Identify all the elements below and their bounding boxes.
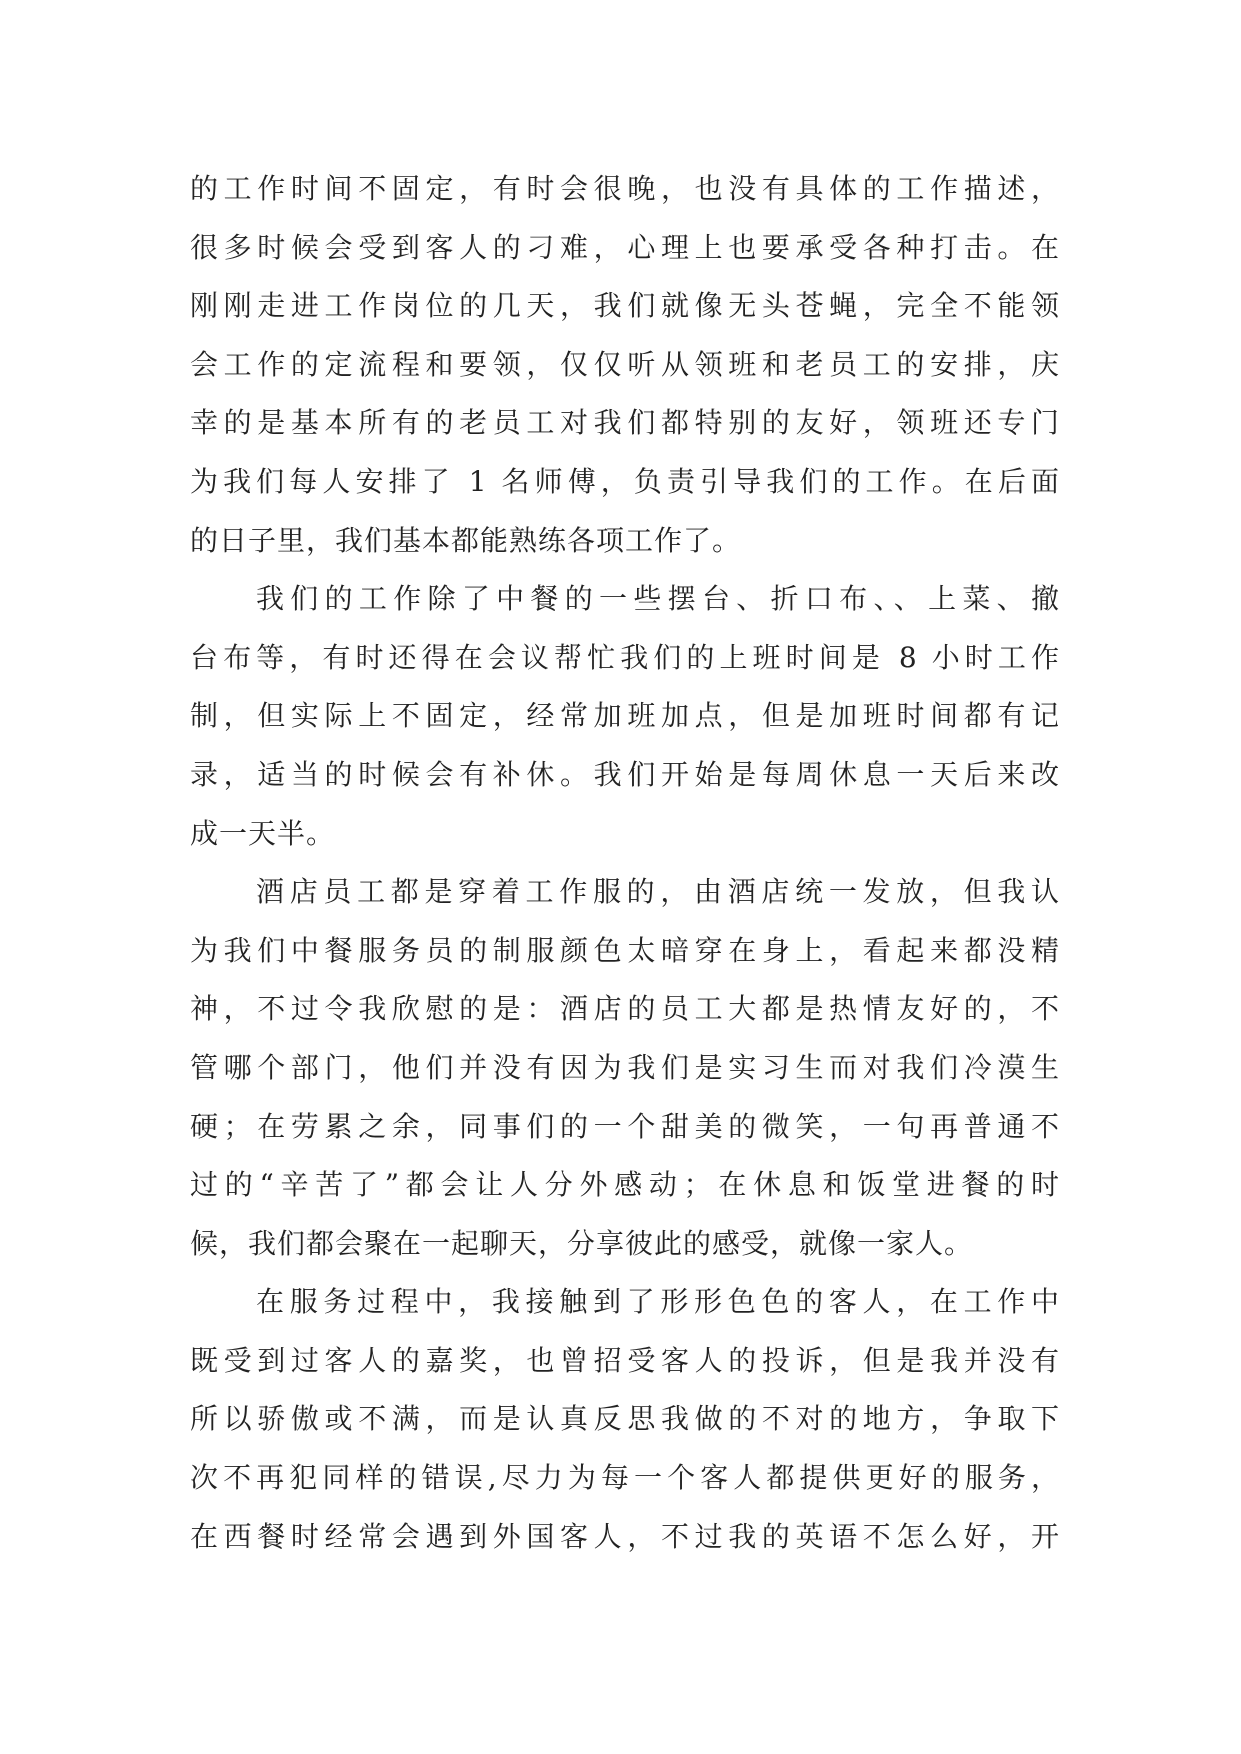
- text-line: 录，适当的时候会有补休。我们开始是每周休息一天后来改: [190, 757, 1060, 791]
- body-text: [190, 160, 1060, 1566]
- paragraph-first-line: 在服务过程中，我接触到了形形色色的客人，在工作中: [256, 1285, 1060, 1319]
- text-line: 幸的是基本所有的老员工对我们都特别的友好，领班还专门: [190, 406, 1060, 440]
- text-line: 很多时候会受到客人的刁难，心理上也要承受各种打击。在: [190, 230, 1060, 264]
- text-line: 会工作的定流程和要领，仅仅听从领班和老员工的安排，庆: [190, 347, 1060, 381]
- text-line: 硬；在劳累之余，同事们的一个甜美的微笑，一句再普通不: [190, 1109, 1060, 1143]
- text-line: 的工作时间不固定，有时会很晚，也没有具体的工作描述，: [190, 172, 1060, 205]
- text-line: 神，不过令我欣慰的是：酒店的员工大都是热情友好的，不: [190, 992, 1060, 1026]
- text-line: 为我们每人安排了 1 名师傅，负责引导我们的工作。在后面: [190, 464, 1060, 498]
- text-line: 在西餐时经常会遇到外国客人，不过我的英语不怎么好，开: [190, 1519, 1060, 1553]
- text-line: 刚刚走进工作岗位的几天，我们就像无头苍蝇，完全不能领: [190, 289, 1060, 323]
- text-line: 为我们中餐服务员的制服颜色太暗穿在身上，看起来都没精: [190, 933, 1060, 967]
- text-line: 所以骄傲或不满，而是认真反思我做的不对的地方，争取下: [190, 1402, 1060, 1436]
- text-line: 成一天半。: [190, 816, 336, 850]
- text-line: 的日子里，我们基本都能熟练各项工作了。: [190, 523, 742, 557]
- text-line: 台布等，有时还得在会议帮忙我们的上班时间是 8 小时工作: [190, 640, 1060, 674]
- text-line: 次不再犯同样的错误,尽力为每一个客人都提供更好的服务，: [190, 1461, 1060, 1495]
- paragraph-first-line: 我们的工作除了中餐的一些摆台、折口布、、上菜、撤: [256, 582, 1060, 616]
- paragraph-first-line: 酒店员工都是穿着工作服的，由酒店统一发放，但我认: [256, 875, 1060, 909]
- text-line: 管哪个部门，他们并没有因为我们是实习生而对我们冷漠生: [190, 1050, 1060, 1084]
- text-line: 候，我们都会聚在一起聊天，分享彼此的感受，就像一家人。: [190, 1226, 974, 1260]
- text-line: 制，但实际上不固定，经常加班加点，但是加班时间都有记: [190, 699, 1060, 733]
- text-line: 过的“辛苦了”都会让人分外感动；在休息和饭堂进餐的时: [190, 1168, 1060, 1202]
- text-line: 既受到过客人的嘉奖，也曾招受客人的投诉，但是我并没有: [190, 1343, 1060, 1377]
